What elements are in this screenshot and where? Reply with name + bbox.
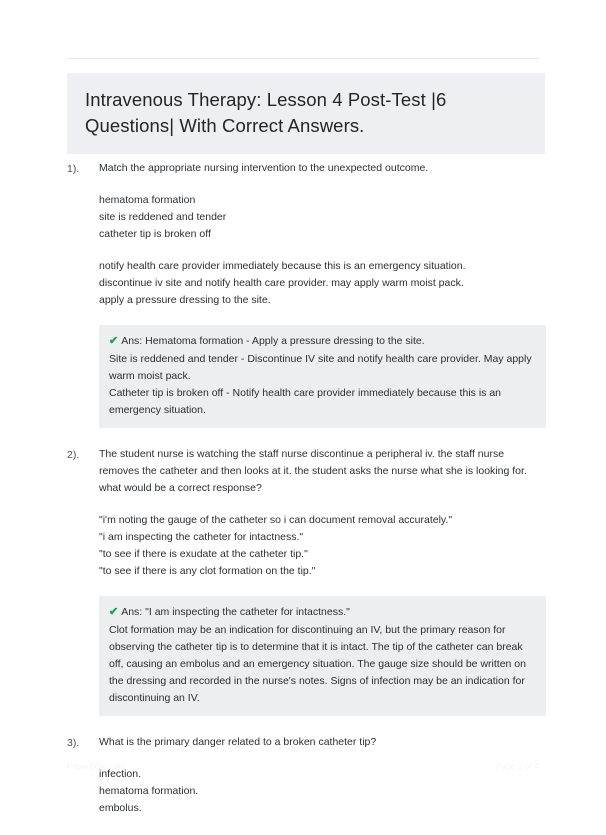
- option-item: "i'm noting the gauge of the catheter so i can document removal accurately.": [99, 513, 453, 526]
- question-body: [99, 734, 546, 817]
- document-title-banner: [67, 73, 545, 154]
- option-item: catheter tip is broken off: [99, 228, 211, 240]
- answer-box: [99, 325, 546, 428]
- option-item: embolus.: [99, 801, 142, 814]
- option-item: infection.: [99, 767, 142, 780]
- option-item: apply a pressure dressing to the site.: [99, 294, 271, 306]
- option-item: "to see if there is exudate at the catheter tip.": [99, 547, 308, 560]
- option-group: [99, 512, 546, 580]
- option-item: "to see if there is any clot formation on the tip.": [99, 564, 316, 577]
- page-title: Intravenous Therapy: Lesson 4 Post-Test |6 Questions| With Correct Answers.: [85, 89, 447, 136]
- answer-line: Clot formation may be an indication for discontinuing an IV, but the primary reason for observing the catheter tip is to determine that it is intact. The tip of the catheter can break off, causing an embolus and an emergency situation. The gauge size should be written on the dressing and recorded in the nurse's notes. Signs of infection may be an indication for discontinuing an IV.: [109, 623, 526, 704]
- check-icon: ✔: [109, 335, 119, 347]
- answer-text: Ans: Hematoma formation - Apply a pressure dressing to the site.: [121, 335, 425, 347]
- option-item: site is reddened and tender: [99, 211, 227, 223]
- question-prompt: Match the appropriate nursing intervention to the unexpected outcome.: [99, 162, 429, 174]
- option-item: "i am inspecting the catheter for intactness.": [99, 530, 304, 543]
- question-number: 2).: [67, 448, 80, 461]
- answer-text: Ans: "I am inspecting the catheter for intactness.": [121, 605, 350, 618]
- header-divider: [67, 58, 539, 59]
- question-block: [0, 160, 606, 428]
- option-group: [99, 192, 546, 243]
- question-body: [99, 446, 546, 716]
- question-row: [67, 160, 546, 428]
- option-group: [99, 766, 546, 817]
- option-item: discontinue iv site and notify health care provider. may apply warm moist pack.: [99, 277, 464, 289]
- question-prompt: The student nurse is watching the staff nurse discontinue a peripheral iv. the staff nurse removes the catheter and then looks at it. the student asks the nurse what she is looking for. what would be a correct response?: [99, 447, 527, 494]
- option-item: hematoma formation: [99, 194, 196, 206]
- page-footer: [67, 762, 539, 771]
- question-block: [0, 734, 606, 817]
- question-options: [99, 192, 546, 309]
- questions-container: [0, 160, 606, 835]
- answer-line: Catheter tip is broken off - Notify health care provider immediately because this is an emergency situation.: [109, 386, 501, 416]
- answer-first-line: [109, 604, 535, 622]
- check-icon: ✔: [109, 605, 119, 618]
- question-options: [99, 512, 546, 580]
- answer-box: [99, 596, 546, 716]
- question-number: 1).: [67, 163, 80, 175]
- option-item: hematoma formation.: [99, 784, 199, 797]
- question-number: 3).: [67, 736, 80, 749]
- option-group: [99, 258, 546, 309]
- option-item: notify health care provider immediately because this is an emergency situation.: [99, 260, 466, 272]
- question-block: [0, 446, 606, 716]
- question-row: [67, 446, 546, 716]
- answer-line: Site is reddened and tender - Discontinue IV site and notify health care provider. May apply warm moist pack.: [109, 352, 532, 382]
- footer-page-number: Page 1 of 4: [495, 762, 539, 771]
- answer-first-line: [109, 333, 535, 351]
- question-row: [67, 734, 546, 817]
- question-prompt: What is the primary danger related to a broken catheter tip?: [99, 735, 377, 748]
- question-options: [99, 766, 546, 817]
- footer-site-name: PaperBillic.com: [67, 762, 126, 771]
- question-body: [99, 160, 546, 428]
